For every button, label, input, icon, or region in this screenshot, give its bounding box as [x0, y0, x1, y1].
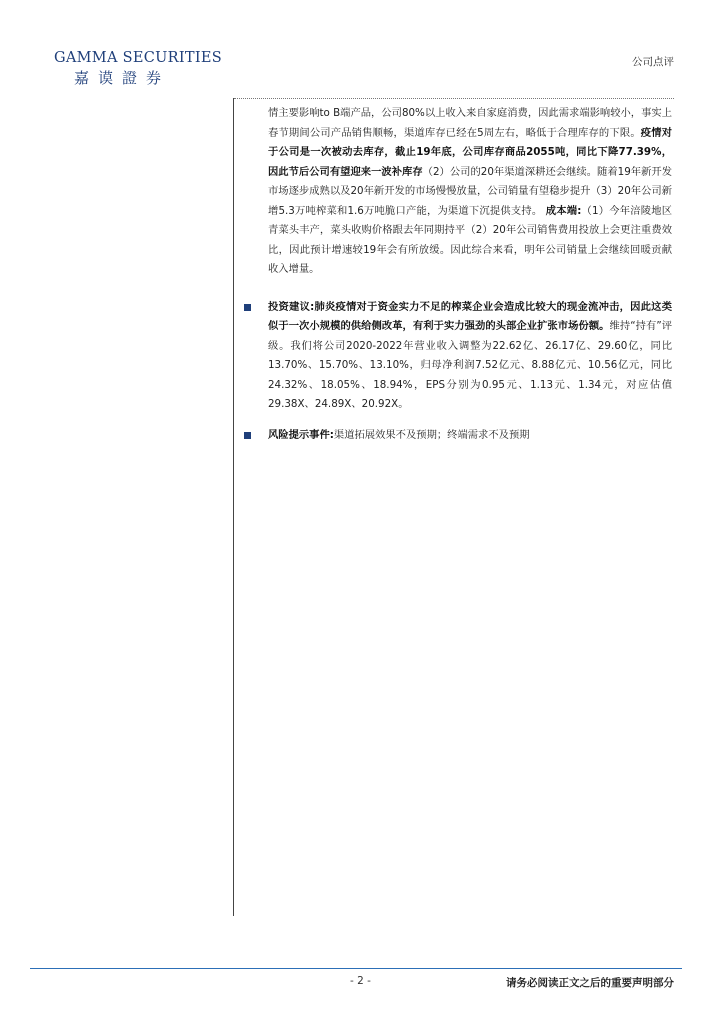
para2-run-0: 投资建议:: [268, 300, 315, 313]
header-divider: [234, 98, 674, 99]
para1-run-3: 成本端:: [545, 204, 582, 217]
company-logo-chinese: 嘉谟證券: [74, 69, 171, 87]
risk-warning-section: [268, 426, 672, 446]
para1-run-2: （2）公司的20年渠道深耕还会继续。随着19年新开发市场逐步成熟以及20年新开发的市场慢慢放量，公司销量有望稳步提升（3）20年公司新增5.3万吨榨菜和1.6万吨脆口产能，为渠道下沉提供支持。: [268, 165, 672, 217]
risk-warning-paragraph: [268, 426, 672, 446]
investment-advice-paragraph: [268, 298, 672, 415]
para1-run-0: 情主要影响to B端产品，公司80%以上收入来自家庭消费，因此需求端影响较小，事实上春节期间公司产品销售顺畅，渠道库存已经在5周左右，略低于合理库存的下限。: [268, 107, 672, 139]
square-bullet-icon: [244, 432, 251, 439]
square-bullet-icon: [244, 304, 251, 311]
disclaimer-note: 请务必阅读正文之后的重要声明部分: [506, 977, 674, 989]
para2-run-2: 维持“持有”评级。我们将公司2020-2022年营业收入调整为22.62亿、26.17亿、29.60亿，同比13.70%、15.70%、13.10%，归母净利润7.52亿元、8.88亿元、10.56亿元，同比24.32%、18.05%、18.94%，EPS分别为0.95元、1.13元、1.34元，对应估值29.38X、24.89X、20.92X。: [268, 320, 672, 410]
left-margin-rule: [233, 98, 234, 916]
para1-run-1: 疫情对于公司是一次被动去库存，截止19年底，公司库存商品2055吨，同比下降77.39%，因此节后公司有望迎来一波补库存: [268, 126, 672, 178]
analysis-paragraph: [268, 104, 672, 280]
para2-run-1: 肺炎疫情对于资金实力不足的榨菜企业会造成比较大的现金流冲击，因此这类似于一次小规模的供给侧改革，有利于实力强劲的头部企业扩张市场份额。: [268, 300, 673, 332]
para3-run-1: 渠道拓展效果不及预期；终端需求不及预期: [333, 428, 530, 441]
document-type-label: 公司点评: [632, 56, 674, 68]
report-body: [268, 104, 672, 445]
investment-advice-section: [268, 298, 672, 415]
footer-divider: [30, 968, 682, 969]
para3-run-0: 风险提示事件:: [268, 428, 334, 441]
company-logo-english: GAMMA SECURITIES: [54, 50, 223, 66]
page-number: - 2 -: [350, 975, 371, 987]
para1-run-4: （1）今年涪陵地区青菜头丰产，菜头收购价格跟去年同期持平（2）20年公司销售费用投放上会更注重费效比，因此预计增速较19年会有所放缓。因此综合来看，明年公司销量上会继续回暖贡献收入增量。: [268, 204, 672, 275]
